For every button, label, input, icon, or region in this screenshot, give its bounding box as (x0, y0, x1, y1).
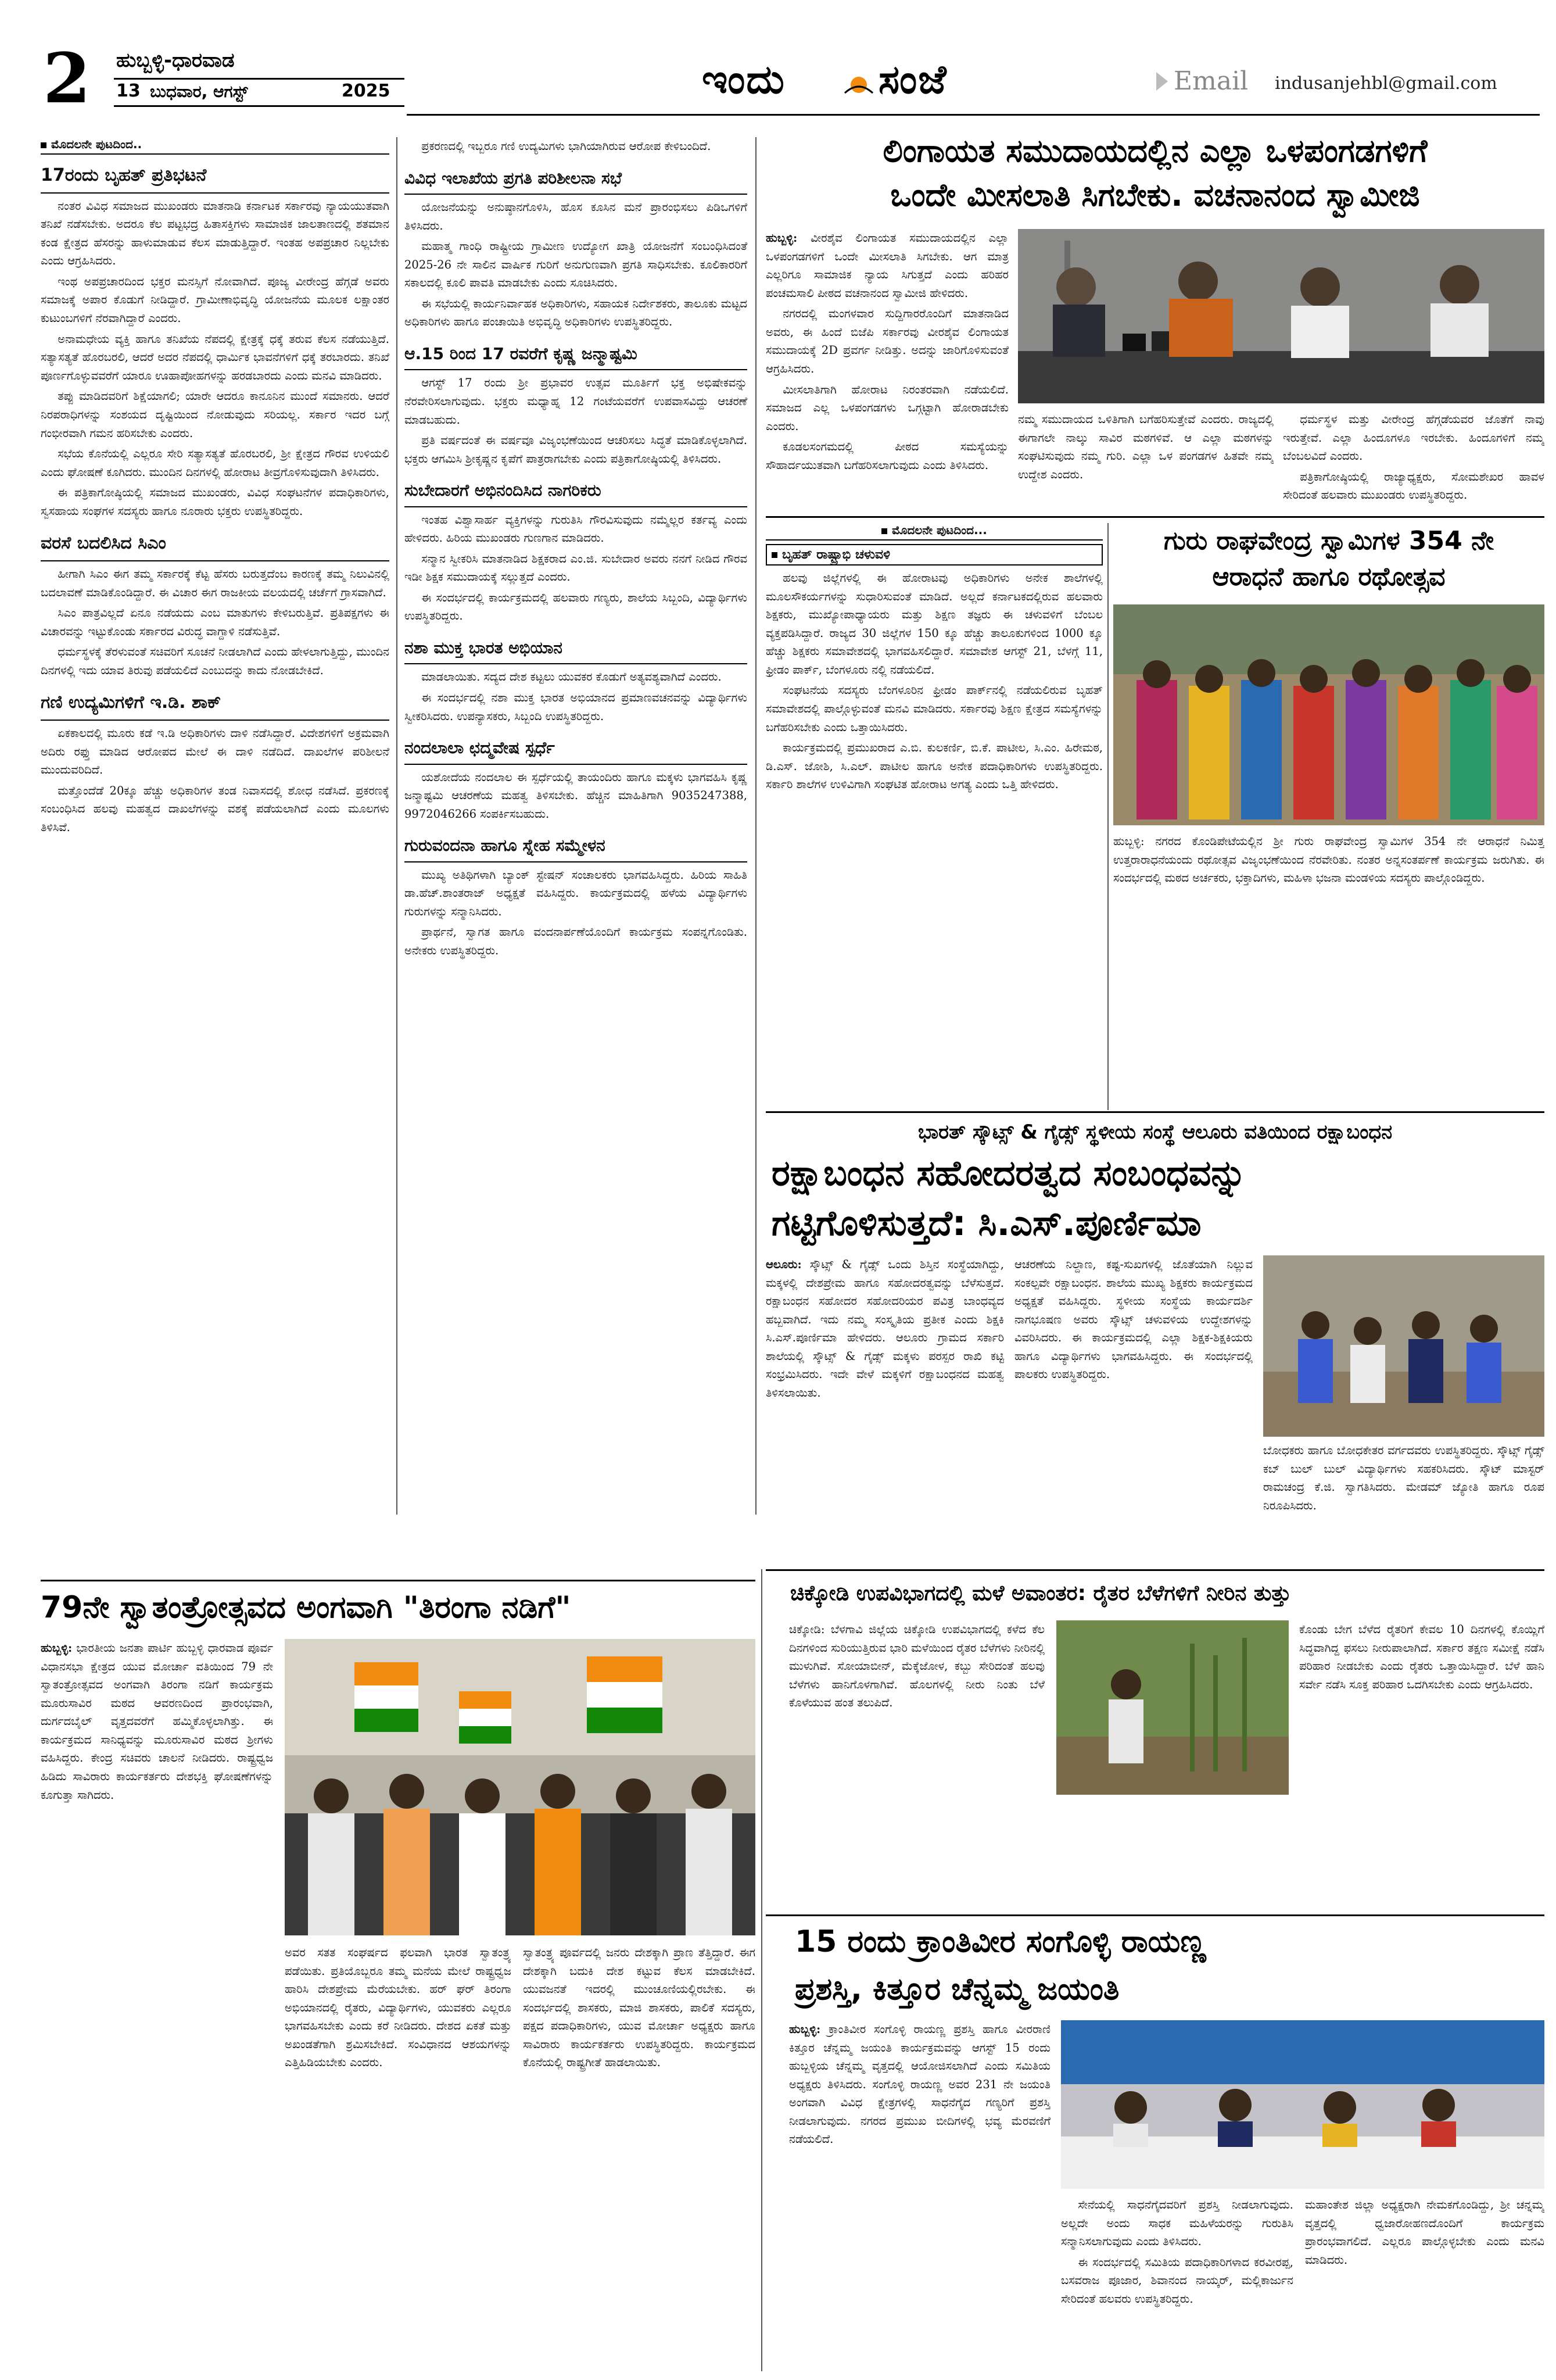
headline-line-2: ಒಂದೇ ಮೀಸಲಾತಿ ಸಿಗಬೇಕು. ವಚನಾನಂದ ಸ್ವಾಮೀಜಿ (890, 177, 1420, 213)
email-address[interactable]: indusanjehbl@gmail.com (1275, 73, 1497, 94)
flooded-crop-photo (1056, 1620, 1289, 1795)
paragraph: ಇಂಥ ಅಪಪ್ರಚಾರದಿಂದ ಭಕ್ತರ ಮನಸ್ಸಿಗೆ ನೋವಾಗಿದೆ. ಪೂಜ್ಯ ವೀರೇಂದ್ರ ಹೆಗ್ಗಡೆ ಅವರು ಸಮಾಜಕ್ಕೆ ಅಪಾರ ಕೊಡುಗೆ ನೀಡಿದ್ದಾರೆ. ಗ್ರಾಮೀಣಾಭಿವೃದ್ಧಿ ಯೋಜನೆಯ ಮೂಲಕ ಲಕ್ಷಾಂತರ ಕುಟುಂಬಗಳಿಗೆ ನೆರವಾಗಿದ್ದಾರೆ ಎಂದರು. (41, 274, 389, 325)
masthead-rule (407, 114, 1540, 116)
paragraph: ಸನ್ಮಾನ ಸ್ವೀಕರಿಸಿ ಮಾತನಾಡಿದ ಶಿಕ್ಷಕರಾದ ಎಂ.ಜಿ. ಸುಬೇದಾರ ಅವರು ನನಗೆ ನೀಡಿದ ಗೌರವ ಇಡೀ ಶಿಕ್ಷಕ ಸಮುದಾಯಕ್ಕೆ ಸಲ್ಲುತ್ತದೆ ಎಂದರು. (404, 552, 747, 584)
paragraph: ಕಾರ್ಯಕ್ರಮದಲ್ಲಿ ಪ್ರಮುಖರಾದ ಎ.ಬಿ. ಕುಲಕರ್ಣಿ, ಬಿ.ಕೆ. ಪಾಟೀಲ, ಸಿ.ಎಂ. ಹಿರೇಮಠ, ಡಿ.ಎಸ್. ಜೋಶಿ, ಸಿ.ಎಲ್. ಪಾಟೀಲ ಹಾಗೂ ಅನೇಕ ಪದಾಧಿಕಾರಿಗಳು ಉಪಸ್ಥಿತರಿದ್ದರು. ಸರ್ಕಾರಿ ಶಾಲೆಗಳ ಉಳಿವಿಗಾಗಿ ಸಂಘಟಿತ ಹೋರಾಟ ಅಗತ್ಯ ಎಂದು ಒತ್ತಿ ಹೇಳಿದರು. (766, 741, 1103, 792)
page-number: 2 (43, 38, 91, 119)
left-story-3 (41, 682, 389, 839)
section-title (766, 544, 1103, 566)
section-rule (766, 1914, 1544, 1916)
logo-word-left: ಇಂದು (702, 57, 786, 103)
paragraph: ಸೇನೆಯಲ್ಲಿ ಸಾಧನೆಗೈದವರಿಗೆ ಪ್ರಶಸ್ತಿ ನೀಡಲಾಗುವುದು. ಅಲ್ಲದೇ ಅಂದು ಸಾಧಕ ಮಹಿಳೆಯರನ್ನು ಗುರುತಿಸಿ ಸನ್ಮಾನಿಸಲಾಗುವುದು ಎಂದು ತಿಳಿಸಿದರು. (1061, 2198, 1293, 2249)
paragraph: ಸಂಘಟನೆಯ ಸದಸ್ಯರು ಬೆಂಗಳೂರಿನ ಫ್ರೀಡಂ ಪಾರ್ಕ್‌ನಲ್ಲಿ ನಡೆಯಲಿರುವ ಬೃಹತ್ ಸಮಾವೇಶದಲ್ಲಿ ಪಾಲ್ಗೊಳ್ಳುವಂತೆ ಮನವಿ ಮಾಡಿದರು. ಸರ್ಕಾರವು ಶಿಕ್ಷಣ ಕ್ಷೇತ್ರದ ಸಮಸ್ಯೆಗಳನ್ನು ಬಗೆಹರಿಸಬೇಕು ಎಂದು ಒತ್ತಾಯಿಸಿದರು. (766, 683, 1103, 734)
raksha-caption: ಬೋಧಕರು ಹಾಗೂ ಬೋಧಕೇತರ ವರ್ಗದವರು ಉಪಸ್ಥಿತರಿದ್ದರು. ಸ್ಕೌಟ್ಸ್ ಗೈಡ್ಸ್ ಕಬ್ ಬುಲ್ ಬುಲ್ ವಿದ್ಯಾರ್ಥಿಗಳು ಸಹಕರಿಸಿದರು. ಸ್ಕೌಟ್ ಮಾಸ್ಟರ್ ರಾಮಚಂದ್ರ ಕೆ.ಜಿ. ಸ್ವಾಗತಿಸಿದರು. ಮೇಡಮ್ ಜ್ಯೋತಿ ಹಾಗೂ ರೂಪ ನಿರೂಪಿಸಿದರು. (1263, 1444, 1544, 1512)
raksha-col-1 (766, 1255, 1004, 1558)
headline-line-1: ಲಿಂಗಾಯತ ಸಮುದಾಯದಲ್ಲಿನ ಎಲ್ಲಾ ಒಳಪಂಗಡಗಳಿಗೆ (883, 133, 1428, 169)
left-story-1 (41, 155, 389, 522)
farmer-field-illustration (1056, 1620, 1289, 1795)
paragraph-text: ಸ್ಕೌಟ್ಸ್ & ಗೈಡ್ಸ್ ಒಂದು ಶಿಸ್ತಿನ ಸಂಸ್ಥೆಯಾಗಿದ್ದು, ಮಕ್ಕಳಲ್ಲಿ ದೇಶಪ್ರೇಮ ಹಾಗೂ ಸಹೋದರತ್ವವನ್ನು ಬೆಳೆಸುತ್ತದೆ. ರಕ್ಷಾಬಂಧನ ಸಹೋದರ ಸಹೋದರಿಯರ ಪವಿತ್ರ ಬಾಂಧವ್ಯದ ಹಬ್ಬವಾಗಿದೆ. ಇದು ನಮ್ಮ ಸಂಸ್ಕೃತಿಯ ಪ್ರತೀಕ ಎಂದು ಶಿಕ್ಷಕಿ ಸಿ.ಎಸ್.ಪೂರ್ಣಿಮಾ ಹೇಳಿದರು. ಆಲೂರು ಗ್ರಾಮದ ಸರ್ಕಾರಿ ಶಾಲೆಯಲ್ಲಿ ಸ್ಕೌಟ್ಸ್ & ಗೈಡ್ಸ್ ಮಕ್ಕಳು ಪರಸ್ಪರ ರಾಖಿ ಕಟ್ಟಿ ಸಂಭ್ರಮಿಸಿದರು. ಇದೇ ವೇಳೆ ಮಕ್ಕಳಿಗೆ ರಕ್ಷಾಬಂಧನದ ಮಹತ್ವ ತಿಳಿಸಲಾಯಿತು. (766, 1258, 1004, 1400)
headline-line-1: ರಕ್ಷಾಬಂಧನ ಸಹೋದರತ್ವದ ಸಂಬಂಧವನ್ನು (772, 1153, 1246, 1194)
tiranga-rally-illustration (285, 1639, 755, 1935)
paragraph: ಏಕಕಾಲದಲ್ಲಿ ಮೂರು ಕಡೆ ಇ.ಡಿ ಅಧಿಕಾರಿಗಳು ದಾಳಿ ನಡೆಸಿದ್ದಾರೆ. ವಿದೇಶಗಳಿಗೆ ಅಕ್ರಮವಾಗಿ ಅದಿರು ರಫ್ತು ಮಾಡಿದ ಆರೋಪದ ಮೇಲೆ ಈ ದಾಳಿ ನಡೆದಿದೆ. ದಾಖಲೆಗಳ ಪರಿಶೀಲನೆ ಮುಂದುವರಿದಿದೆ. (41, 726, 389, 777)
dateline: ಆಲೂರು: (766, 1258, 802, 1271)
brihat-story (766, 523, 1103, 1110)
rakhi-children-illustration (1263, 1255, 1544, 1437)
kicker: ಭಾರತ್ ಸ್ಕೌಟ್ಸ್ & ಗೈಡ್ಸ್ ಸ್ಥಳೀಯ ಸಂಸ್ಥೆ ಆಲೂರು ವತಿಯಿಂದ ರಕ್ಷಾಬಂಧನ (917, 1121, 1393, 1144)
dateline: ಹುಬ್ಬಳ್ಳಿ: (789, 2023, 821, 2036)
email-block (1156, 66, 1540, 103)
continued-tag-text: ಮೊದಲನೇ ಪುಟದಿಂದ... (892, 523, 987, 537)
paragraph: ಮಹಾತ್ಮ ಗಾಂಧಿ ರಾಷ್ಟ್ರೀಯ ಗ್ರಾಮೀಣ ಉದ್ಯೋಗ ಖಾತ್ರಿ ಯೋಜನೆಗೆ ಸಂಬಂಧಿಸಿದಂತೆ 2025-26 ನೇ ಸಾಲಿನ ವಾರ್ಷಿಕ ಗುರಿಗೆ ಅನುಗುಣವಾಗಿ ಪ್ರಗತಿ ಸಾಧಿಸಬೇಕು. ಕೂಲಿಕಾರರಿಗೆ ಸಕಾಲದಲ್ಲಿ ಕೂಲಿ ಪಾವತಿ ಮಾಡಬೇಕು ಎಂದು ಸೂಚಿಸಿದರು. (404, 239, 747, 290)
date-year: 2025 (342, 81, 390, 101)
section-title: ನಶಾ ಮುಕ್ತ ಭಾರತ ಅಭಿಯಾನ (404, 632, 747, 664)
paragraph: ಯಶೋದೆಯ ನಂದಲಾಲ ಈ ಸ್ಪರ್ಧೆಯಲ್ಲಿ ತಾಯಂದಿರು ಹಾಗೂ ಮಕ್ಕಳು ಭಾಗವಹಿಸಿ ಕೃಷ್ಣ ಜನ್ಮಾಷ್ಟಮಿ ಆಚರಣೆಯ ಮಹತ್ವ ತಿಳಿಸಬೇಕು. ಹೆಚ್ಚಿನ ಮಾಹಿತಿಗಾಗಿ 9035247388, 9972046266 ಸಂಪರ್ಕಿಸಬಹುದು. (404, 770, 747, 821)
section-title: ವಿವಿಧ ಇಲಾಖೆಯ ಪ್ರಗತಿ ಪರಿಶೀಲನಾ ಸಭೆ (404, 163, 747, 195)
section-title: ಗಣಿ ಉದ್ಯಮಿಗಳಿಗೆ ಇ.ಡಿ. ಶಾಕ್ (41, 686, 389, 721)
masthead-logo (691, 52, 1017, 110)
paragraph: ಈ ಸಂದರ್ಭದಲ್ಲಿ ನಶಾ ಮುಕ್ತ ಭಾರತ ಅಭಿಯಾನದ ಪ್ರಮಾಣವಚನವನ್ನು ವಿದ್ಯಾರ್ಥಿಗಳು ಸ್ವೀಕರಿಸಿದರು. ಉಪನ್ಯಾಸಕರು, ಸಿಬ್ಬಂದಿ ಉಪಸ್ಥಿತರಿದ್ದರು. (404, 691, 747, 723)
email-label: Email (1174, 66, 1249, 96)
mid-story-3 (404, 470, 747, 628)
section-title: ಆ.15 ರಿಂದ 17 ರವರೆಗೆ ಕೃಷ್ಣ ಜನ್ಮಾಷ್ಟಮಿ (404, 338, 747, 370)
continued-tag (41, 137, 389, 155)
tiranga-col-3: ಸ್ವಾತಂತ್ರ್ಯ ಪೂರ್ವದಲ್ಲಿ ಜನರು ದೇಶಕ್ಕಾಗಿ ಪ್ರಾಣ ತೆತ್ತಿದ್ದಾರೆ. ಈಗ ದೇಶಕ್ಕಾಗಿ ಬದುಕಿ ದೇಶ ಕಟ್ಟುವ ಕೆಲಸ ಮಾಡಬೇಕಿದೆ. ಯುವಜನತೆ ಇದರಲ್ಲಿ ಮುಂಚೂಣಿಯಲ್ಲಿರಬೇಕು. ಈ ಸಂದರ್ಭದಲ್ಲಿ ಶಾಸಕರು, ಮಾಜಿ ಶಾಸಕರು, ಪಾಲಿಕೆ ಸದಸ್ಯರು, ಪಕ್ಷದ ಪದಾಧಿಕಾರಿಗಳು, ಯುವ ಮೋರ್ಚಾ ಅಧ್ಯಕ್ಷರು ಹಾಗೂ ಸಾವಿರಾರು ಕಾರ್ಯಕರ್ತರು ಉಪಸ್ಥಿತರಿದ್ದರು. ಕಾರ್ಯಕ್ರಮದ ಕೊನೆಯಲ್ಲಿ ರಾಷ್ಟ್ರಗೀತೆ ಹಾಡಲಾಯಿತು. (523, 1946, 755, 2070)
mid-story-4 (404, 628, 747, 728)
section-rule (41, 1580, 755, 1581)
mid-story-6 (404, 825, 747, 962)
masthead (0, 0, 1556, 119)
section-rule (766, 1111, 1544, 1113)
lingayat-right-text (1283, 410, 1544, 509)
dateline: ಹುಬ್ಬಳ್ಳಿ: (41, 1641, 73, 1655)
mid-story-1 (404, 158, 747, 334)
date-text: ಬುಧವಾರ, ಆಗಸ್ಟ್ (150, 82, 248, 101)
dateline: ಹುಬ್ಬಳ್ಳಿ: (766, 231, 798, 245)
paragraph: ಮುಖ್ಯ ಅತಿಥಿಗಳಾಗಿ ಬ್ಯಾಂಕ್ ಸ್ಟೇಷನ್ ಸಂಚಾಲಕರು ಭಾಗವಹಿಸಿದ್ದರು. ಹಿರಿಯ ಸಾಹಿತಿ ಡಾ.ಹೆಚ್.ಶಾಂತರಾಜ್ ಅಧ್ಯಕ್ಷತೆ ವಹಿಸಿದ್ದರು. ಕಾರ್ಯಕ್ರಮದಲ್ಲಿ ಹಳೆಯ ವಿದ್ಯಾರ್ಥಿಗಳು ಗುರುಗಳನ್ನು ಸನ್ಮಾನಿಸಿದರು. (404, 868, 747, 918)
section-rule (766, 1569, 1544, 1571)
lingayat-story (766, 129, 1544, 513)
paragraph: ಆಗಸ್ಟ್ 17 ರಂದು ಶ್ರೀ ಪ್ರಭಾವರ ಉತ್ಸವ ಮೂರ್ತಿಗೆ ಭಕ್ತ ಅಭಿಷೇಕವನ್ನು ನೆರವೇರಿಸಲಾಗುವುದು. ಭಕ್ತರು ಮಧ್ಯಾಹ್ನ 12 ಗಂಟೆಯವರೆಗೆ ಉಪವಾಸವಿದ್ದು ಆಚರಣೆ ಮಾಡಬಹುದು. (404, 376, 747, 427)
paragraph (766, 229, 1009, 302)
lingayat-left-text (766, 229, 1009, 508)
brihat-body (766, 569, 1103, 796)
paragraph: ನಗರದಲ್ಲಿ ಮಂಗಳವಾರ ಸುದ್ದಿಗಾರರೊಂದಿಗೆ ಮಾತನಾಡಿದ ಅವರು, ಈ ಹಿಂದೆ ಬಿಜೆಪಿ ಸರ್ಕಾರವು ವೀರಶೈವ ಲಿಂಗಾಯತ ಸಮುದಾಯಕ್ಕೆ 2D ಪ್ರವರ್ಗ ನೀಡಿತ್ತು. ಅದನ್ನು ಜಾರಿಗೊಳಿಸುವಂತೆ ಆಗ್ರಹಿಸಿದರು. (766, 307, 1009, 376)
masthead-date-box (114, 78, 404, 107)
devotees-illustration (1113, 604, 1544, 825)
paragraph: ಪ್ರಾರ್ಥನೆ, ಸ್ವಾಗತ ಹಾಗೂ ವಂದನಾರ್ಪಣೆಯೊಂದಿಗೆ ಕಾರ್ಯಕ್ರಮ ಸಂಪನ್ನಗೊಂಡಿತು. ಅನೇಕರು ಉಪಸ್ಥಿತರಿದ್ದರು. (404, 925, 747, 957)
tiranga-col-1 (41, 1639, 273, 2360)
column-divider (396, 137, 397, 1515)
section-title: ಸುಬೇದಾರಗೆ ಅಭಿನಂದಿಸಿದ ನಾಗರಿಕರು (404, 475, 747, 507)
raghavendra-body: ಹುಬ್ಬಳ್ಳಿ: ನಗರದ ಕೊಂಡಿಪೇಟೆಯಲ್ಲಿನ ಶ್ರೀ ಗುರು ರಾಘವೇಂದ್ರ ಸ್ವಾಮಿಗಳ 354 ನೇ ಆರಾಧನೆ ನಿಮಿತ್ತ ಉತ್ತರಾರಾಧನೆಯಂದು ರಥೋತ್ಸವ ವಿಜೃಂಭಣೆಯಿಂದ ನೆರವೇರಿತು. ನಂತರ ಅನ್ನಸಂತರ್ಪಣೆ ಕಾರ್ಯಕ್ರಮ ಜರುಗಿತು. ಈ ಸಂದರ್ಭದಲ್ಲಿ ಮಠದ ಅರ್ಚಕರು, ಭಕ್ತಾದಿಗಳು, ಮಹಿಳಾ ಭಜನಾ ಮಂಡಳಿಯ ಸದಸ್ಯರು ಪಾಲ್ಗೊಂಡಿದ್ದರು. (1113, 835, 1544, 885)
rayanna-right-1 (1061, 2196, 1293, 2369)
continued-tag-text: ಮೊದಲನೇ ಪುಟದಿಂದ.. (51, 137, 142, 151)
rakhi-photo (1263, 1255, 1544, 1437)
headline-line-1: 15 ರಂದು ಕ್ರಾಂತಿವೀರ ಸಂಗೊಳ್ಳಿ ರಾಯಣ್ಣ (795, 1924, 1206, 1959)
headline: 79ನೇ ಸ್ವಾತಂತ್ರೋತ್ಸವದ ಅಂಗವಾಗಿ "ತಿರಂಗಾ ನಡಿಗೆ" (41, 1590, 571, 1625)
paragraph: ಕೂಡಲಸಂಗಮದಲ್ಲಿ ಪೀಠದ ಸಮಸ್ಯೆಯನ್ನು ಸೌಹಾರ್ದಯುತವಾಗಿ ಬಗೆಹರಿಸಲಾಗುವುದು ಎಂದು ತಿಳಿಸಿದರು. (766, 440, 1009, 472)
paragraph: ಹೀಗಾಗಿ ಸಿಎಂ ಈಗ ತಮ್ಮ ಸರ್ಕಾರಕ್ಕೆ ಕೆಟ್ಟ ಹೆಸರು ಬರುತ್ತದೆಂಬ ಕಾರಣಕ್ಕೆ ತಮ್ಮ ನಿಲುವಿನಲ್ಲಿ ಬದಲಾವಣೆ ಮಾಡಿಕೊಂಡಿದ್ದಾರೆ. ಈ ವಿಚಾರ ಈಗ ರಾಜಕೀಯ ವಲಯದಲ್ಲಿ ಚರ್ಚೆಗೆ ಗ್ರಾಸವಾಗಿದೆ. (41, 567, 389, 599)
mid-story-0 (404, 137, 747, 158)
paragraph: ಪತ್ರಿಕಾಗೋಷ್ಠಿಯಲ್ಲಿ ರಾಜ್ಯಾಧ್ಯಕ್ಷರು, ಸೋಮಶೇಖರ ಹಾವಳ ಸೇರಿದಂತೆ ಹಲವಾರು ಮುಖಂಡರು ಉಪಸ್ಥಿತರಿದ್ದರು. (1283, 470, 1544, 502)
rayanna-right-2: ಮಹಾಂತೇಶ ಜಿಲ್ಲಾ ಅಧ್ಯಕ್ಷರಾಗಿ ನೇಮಕಗೊಂಡಿದ್ದು, ಶ್ರೀ ಚನ್ನಮ್ಮ ವೃತ್ತದಲ್ಲಿ ಧ್ವಜಾರೋಹಣದೊಂದಿಗೆ ಕಾರ್ಯಕ್ರಮ ಪ್ರಾರಂಭವಾಗಲಿದೆ. ಎಲ್ಲರೂ ಪಾಲ್ಗೊಳ್ಳಬೇಕು ಎಂದು ಮನವಿ ಮಾಡಿದರು. (1305, 2198, 1544, 2267)
tiranga-story (41, 1583, 755, 2362)
paragraph: ಹಲವು ಜಿಲ್ಲೆಗಳಲ್ಲಿ ಈ ಹೋರಾಟವು ಅಧಿಕಾರಿಗಳು ಅನೇಕ ಶಾಲೆಗಳಲ್ಲಿ ಮೂಲಸೌಕರ್ಯಗಳನ್ನು ಸುಧಾರಿಸುವಂತೆ ಮಾಡಿದೆ. ಅಲ್ಲದೆ ಕರ್ನಾಟಕದಲ್ಲಿರುವ ಹಲವಾರು ಶಿಕ್ಷಕರು, ಮುಖ್ಯೋಪಾಧ್ಯಾಯರು ಮತ್ತು ಶಿಕ್ಷಣ ತಜ್ಞರು ಈ ಚಳುವಳಿಗೆ ಬೆಂಬಲ ವ್ಯಕ್ತಪಡಿಸಿದ್ದಾರೆ. ರಾಜ್ಯದ 30 ಜಿಲ್ಲೆಗಳ 150 ಕ್ಕೂ ಹೆಚ್ಚು ತಾಲೂಕುಗಳಿಂದ 1000 ಕ್ಕೂ ಹೆಚ್ಚು ಶಿಕ್ಷಕರು ಸಮಾವೇಶದಲ್ಲಿ ಭಾಗವಹಿಸಲಿದ್ದಾರೆ. ಸಮಾವೇಶ ಆಗಸ್ಟ್ 21, ಬೆಳಗ್ಗೆ 11, ಫ್ರೀಡಂ ಪಾರ್ಕ್, ಬೆಂಗಳೂರು ನಲ್ಲಿ ನಡೆಯಲಿದೆ. (766, 571, 1103, 677)
raksha-col-2: ಆಚರಣೆಯ ನಿಲ್ದಾಣ, ಕಷ್ಟ-ಸುಖಗಳಲ್ಲಿ ಜೊತೆಯಾಗಿ ನಿಲ್ಲುವ ಸಂಕಲ್ಪವೇ ರಕ್ಷಾಬಂಧನ. ಶಾಲೆಯ ಮುಖ್ಯ ಶಿಕ್ಷಕರು ಕಾರ್ಯಕ್ರಮದ ಅಧ್ಯಕ್ಷತೆ ವಹಿಸಿದ್ದರು. ಸ್ಥಳೀಯ ಸಂಸ್ಥೆಯ ಕಾರ್ಯದರ್ಶಿ ನಾಗಭೂಷಣ ಅವರು ಸ್ಕೌಟ್ಸ್ ಚಳುವಳಿಯ ಉದ್ದೇಶಗಳನ್ನು ವಿವರಿಸಿದರು. ಈ ಕಾರ್ಯಕ್ರಮದಲ್ಲಿ ಎಲ್ಲಾ ಶಿಕ್ಷಕ-ಶಿಕ್ಷಕಿಯರು ಹಾಗೂ ವಿದ್ಯಾರ್ಥಿಗಳು ಭಾಗವಹಿಸಿದ್ದರು. ಈ ಸಂದರ್ಭದಲ್ಲಿ ಪಾಲಕರು ಉಪಸ್ಥಿತರಿದ್ದರು. (1014, 1258, 1253, 1382)
press-meet-photo (1018, 229, 1544, 403)
paragraph: ಪ್ರತಿ ವರ್ಷದಂತೆ ಈ ವರ್ಷವೂ ವಿಜೃಂಭಣೆಯಿಂದ ಆಚರಿಸಲು ಸಿದ್ಧತೆ ಮಾಡಿಕೊಳ್ಳಲಾಗಿದೆ. ಭಕ್ತರು ಆಗಮಿಸಿ ಶ್ರೀಕೃಷ್ಣನ ಕೃಪೆಗೆ ಪಾತ್ರರಾಗಬೇಕು ಎಂದು ಪತ್ರಿಕಾಗೋಷ್ಠಿಯಲ್ಲಿ ತಿಳಿಸಿದರು. (404, 434, 747, 466)
paragraph (789, 2020, 1051, 2149)
paragraph: ಸಿಎಂ ಪಾತ್ರವಿಲ್ಲದೆ ಏನೂ ನಡೆಯದು ಎಂಬ ಮಾತುಗಳು ಕೇಳಿಬರುತ್ತಿವೆ. ಪ್ರತಿಪಕ್ಷಗಳು ಈ ವಿಚಾರವನ್ನು ಇಟ್ಟುಕೊಂಡು ಸರ್ಕಾರದ ವಿರುದ್ಧ ವಾಗ್ದಾಳಿ ನಡೆಸುತ್ತಿವೆ. (41, 606, 389, 638)
headline-line-2: ಪ್ರಶಸ್ತಿ, ಕಿತ್ತೂರ ಚೆನ್ನಮ್ಮ ಜಯಂತಿ (795, 1972, 1120, 2007)
headline-line-1: ಗುರು ರಾಘವೇಂದ್ರ ಸ್ವಾಮಿಗಳ 354 ನೇ (1164, 526, 1494, 556)
raghavendra-story (1113, 523, 1544, 1110)
paragraph-text: ಭಾರತೀಯ ಜನತಾ ಪಾರ್ಟಿ ಹುಬ್ಬಳ್ಳಿ ಧಾರವಾಡ ಪೂರ್ವ ವಿಧಾನಸಭಾ ಕ್ಷೇತ್ರದ ಯುವ ಮೋರ್ಚಾ ವತಿಯಿಂದ 79 ನೇ ಸ್ವಾತಂತ್ರೋತ್ಸವದ ಅಂಗವಾಗಿ ತಿರಂಗಾ ನಡಿಗೆ ಕಾರ್ಯಕ್ರಮ ಮೂರುಸಾವಿರ ಮಠದ ಆವರಣದಿಂದ ಪ್ರಾರಂಭವಾಗಿ, ದುರ್ಗದಬೈಲ್ ವೃತ್ತದವರೆಗೆ ಹಮ್ಮಿಕೊಳ್ಳಲಾಗಿತ್ತು. ಈ ಕಾರ್ಯಕ್ರಮದ ಸಾನಿಧ್ಯವನ್ನು ಮೂರುಸಾವಿರ ಮಠದ ಶ್ರೀಗಳು ವಹಿಸಿದ್ದರು. ಕೇಂದ್ರ ಸಚಿವರು ಚಾಲನೆ ನೀಡಿದರು. ರಾಷ್ಟ್ರಧ್ವಜ ಹಿಡಿದು ಸಾವಿರಾರು ಕಾರ್ಯಕರ್ತರು ದೇಶಭಕ್ತಿ ಘೋಷಣೆಗಳನ್ನು ಕೂಗುತ್ತಾ ಸಾಗಿದರು. (41, 1641, 273, 1802)
column-divider (761, 1569, 762, 2371)
headline-line-2: ಗಟ್ಟಿಗೊಳಿಸುತ್ತದೆ: ಸಿ.ಎಸ್.ಪೂರ್ಣಿಮಾ (772, 1203, 1202, 1244)
date-day: 13 (116, 81, 141, 101)
tiranga-col-2: ಅವರ ಸತತ ಸಂಘರ್ಷದ ಫಲವಾಗಿ ಭಾರತ ಸ್ವಾತಂತ್ರ್ಯ ಪಡೆಯಿತು. ಪ್ರತಿಯೊಬ್ಬರೂ ತಮ್ಮ ಮನೆಯ ಮೇಲೆ ರಾಷ್ಟ್ರಧ್ವಜ ಹಾರಿಸಿ ದೇಶಪ್ರೇಮ ಮೆರೆಯಬೇಕು. ಹರ್ ಘರ್ ತಿರಂಗಾ ಅಭಿಯಾನದಲ್ಲಿ ರೈತರು, ವಿದ್ಯಾರ್ಥಿಗಳು, ಯುವಕರು ಎಲ್ಲರೂ ಭಾಗವಹಿಸಬೇಕು ಎಂದು ಕರೆ ನೀಡಿದರು. ದೇಶದ ಏಕತೆ ಮತ್ತು ಅಖಂಡತೆಗಾಗಿ ಶ್ರಮಿಸಬೇಕಿದೆ. ಸಂವಿಧಾನದ ಆಶಯಗಳನ್ನು ಎತ್ತಿಹಿಡಿಯಬೇಕು ಎಂದರು. (285, 1946, 511, 2070)
paragraph: ಮತ್ತೊಂದೆಡೆ 20ಕ್ಕೂ ಹೆಚ್ಚು ಅಧಿಕಾರಿಗಳ ತಂಡ ನಿವಾಸದಲ್ಲಿ ಶೋಧ ನಡೆಸಿದೆ. ಪ್ರಕರಣಕ್ಕೆ ಸಂಬಂಧಿಸಿದ ಹಲವು ಮಹತ್ವದ ದಾಖಲೆಗಳನ್ನು ವಶಕ್ಕೆ ಪಡೆಯಲಾಗಿದೆ ಎಂದು ಮೂಲಗಳು ತಿಳಿಸಿವೆ. (41, 783, 389, 834)
paragraph: ಧರ್ಮಸ್ಥಳಕ್ಕೆ ತೆರಳುವಂತೆ ಸಚಿವರಿಗೆ ಸೂಚನೆ ನೀಡಲಾಗಿದೆ ಎಂದು ಹೇಳಲಾಗುತ್ತಿದ್ದು, ಮುಂದಿನ ದಿನಗಳಲ್ಲಿ ಇದು ಯಾವ ತಿರುವು ಪಡೆಯಲಿದೆ ಎಂಬುದನ್ನು ಕಾದು ನೋಡಬೇಕಿದೆ. (41, 645, 389, 677)
paragraph: ನಂತರ ವಿವಿಧ ಸಮಾಜದ ಮುಖಂಡರು ಮಾತನಾಡಿ ಕರ್ನಾಟಕ ಸರ್ಕಾರವು ನ್ಯಾಯಯುತವಾಗಿ ತನಿಖೆ ನಡೆಸಬೇಕು. ಅದರೂ ಕೆಲ ಪಟ್ಟಭದ್ರ ಹಿತಾಸಕ್ತಿಗಳು ಸಾಮಾಜಿಕ ಜಾಲತಾಣದಲ್ಲಿ ಶತಮಾನ ಕಂಡ ಕ್ಷೇತ್ರದ ಹೆಸರನ್ನು ಹಾಳುಮಾಡುವ ಕೆಲಸ ಮಾಡುತ್ತಿದ್ದಾರೆ. ಇಂತಹ ಅಪಪ್ರಚಾರ ನಿಲ್ಲಬೇಕು ಎಂದು ಆಗ್ರಹಿಸಿದರು. (41, 199, 389, 268)
headline: ಚಿಕ್ಕೋಡಿ ಉಪವಿಭಾಗದಲ್ಲಿ ಮಳೆ ಅವಾಂತರ: ರೈತರ ಬೆಳೆಗಳಿಗೆ ನೀರಿನ ತುತ್ತು (790, 1581, 1292, 1605)
lingayat-caption-text: ನಮ್ಮ ಸಮುದಾಯದ ಒಳಿತಿಗಾಗಿ ಬಗೆಹರಿಸುತ್ತೇವೆ ಎಂದರು. ರಾಜ್ಯದಲ್ಲಿ ಈಗಾಗಲೇ ನಾಲ್ಕು ಸಾವಿರ ಮಠಗಳಿವೆ. ಆ ಎಲ್ಲಾ ಮಠಗಳನ್ನು ಸಂಘಟಿಸುವುದು ನಮ್ಮ ಗುರಿ. ಎಲ್ಲಾ ಒಳ ಪಂಗಡಗಳ ಹಿತವೇ ನಮ್ಮ ಉದ್ದೇಶ ಎಂದರು. (1018, 413, 1274, 481)
masthead-city: ಹುಬ್ಬಳ್ಳಿ-ಧಾರವಾಡ (116, 49, 235, 72)
chikkodi-right: ಕೊಂಡು ಬೇಗ ಬೆಳೆದ ರೈತರಿಗೆ ಕೇವಲ 10 ದಿನಗಳಲ್ಲಿ ಕೊಯ್ಲಿಗೆ ಸಿದ್ಧವಾಗಿದ್ದ ಫಸಲು ನೀರುಪಾಲಾಗಿದೆ. ಸರ್ಕಾರ ತಕ್ಷಣ ಸಮೀಕ್ಷೆ ನಡೆಸಿ ಪರಿಹಾರ ನೀಡಬೇಕು ಎಂದು ರೈತರು ಒತ್ತಾಯಿಸಿದ್ದಾರೆ. ಬೆಳೆ ಹಾನಿ ಸರ್ವೇ ನಡೆಸಿ ಸೂಕ್ತ ಪರಿಹಾರ ಒದಗಿಸಬೇಕು ಎಂದು ಆಗ್ರಹಿಸಿದರು. (1299, 1623, 1544, 1691)
aradhane-photo (1113, 604, 1544, 825)
sun-logo-icon (844, 67, 874, 98)
section-title: 17ರಂದು ಬೃಹತ್ ಪ್ರತಿಭಟನೆ (41, 159, 389, 194)
paragraph: ಧರ್ಮಸ್ಥಳ ಮತ್ತು ವೀರೇಂದ್ರ ಹೆಗ್ಗಡೆಯವರ ಜೊತೆಗೆ ನಾವು ಇರುತ್ತೇವೆ. ಎಲ್ಲಾ ಹಿಂದೂಗಳೂ ಇರಬೇಕು. ಹಿಂದೂಗಳಿಗೆ ನಮ್ಮ ಬೆಂಬಲವಿದೆ ಎಂದರು. (1283, 413, 1544, 463)
paragraph: ಈ ಸಂದರ್ಭದಲ್ಲಿ ಸಮಿತಿಯ ಪದಾಧಿಕಾರಿಗಳಾದ ಕರವೀರಪ್ಪ, ಬಸವರಾಜ ಪೂಜಾರ, ಶಿವಾನಂದ ನಾಯ್ಕರ್, ಮಲ್ಲಿಕಾರ್ಜುನ ಸೇರಿದಂತೆ ಹಲವರು ಉಪಸ್ಥಿತರಿದ್ದರು. (1061, 2255, 1293, 2306)
paragraph: ಈ ಸಂದರ್ಭದಲ್ಲಿ ಕಾರ್ಯಕ್ರಮದಲ್ಲಿ ಹಲವಾರು ಗಣ್ಯರು, ಶಾಲೆಯ ಸಿಬ್ಬಂದಿ, ವಿದ್ಯಾರ್ಥಿಗಳು ಉಪಸ್ಥಿತರಿದ್ದರು. (404, 590, 747, 623)
section-rule (766, 516, 1544, 518)
arrow-icon (1156, 72, 1168, 91)
paragraph-text: ಕ್ರಾಂತಿವೀರ ಸಂಗೊಳ್ಳಿ ರಾಯಣ್ಣ ಪ್ರಶಸ್ತಿ ಹಾಗೂ ವೀರರಾಣಿ ಕಿತ್ತೂರ ಚೆನ್ನಮ್ಮ ಜಯಂತಿ ಕಾರ್ಯಕ್ರಮವನ್ನು ಆಗಸ್ಟ್ 15 ರಂದು ಹುಬ್ಬಳ್ಳಿಯ ಚೆನ್ನಮ್ಮ ವೃತ್ತದಲ್ಲಿ ಆಯೋಜಿಸಲಾಗಿದೆ ಎಂದು ಸಮಿತಿಯ ಅಧ್ಯಕ್ಷರು ತಿಳಿಸಿದರು. ಸಂಗೊಳ್ಳಿ ರಾಯಣ್ಣ ಅವರ 231 ನೇ ಜಯಂತಿ ಅಂಗವಾಗಿ ವಿವಿಧ ಕ್ಷೇತ್ರಗಳಲ್ಲಿ ಸಾಧನೆಗೈದ ಗಣ್ಯರಿಗೆ ಪ್ರಶಸ್ತಿ ನೀಡಲಾಗುವುದು. ನಗರದ ಪ್ರಮುಖ ಬೀದಿಗಳಲ್ಲಿ ಭವ್ಯ ಮೆರವಣಿಗೆ ನಡೆಯಲಿದೆ. (789, 2023, 1051, 2146)
continued-tag (766, 523, 1103, 541)
rakshabandhan-story (766, 1116, 1544, 1563)
press-conference-illustration (1061, 2020, 1544, 2189)
mid-column (404, 137, 747, 1515)
left-story-2 (41, 522, 389, 682)
mid-story-5 (404, 728, 747, 825)
column-divider (1107, 523, 1109, 1110)
paragraph: ಮಾಡಲಾಯಿತು. ಸದ್ಯದ ದೇಶ ಕಟ್ಟಲು ಯುವಕರ ಕೊಡುಗೆ ಅತ್ಯವಶ್ಯವಾಗಿದೆ ಎಂದರು. (421, 670, 722, 684)
rayanna-left (789, 2020, 1051, 2369)
paragraph: ತಪ್ಪು ಮಾಡಿದವರಿಗೆ ಶಿಕ್ಷೆಯಾಗಲಿ; ಯಾರೇ ಆದರೂ ಕಾನೂನಿನ ಮುಂದೆ ಸಮಾನರು. ಆದರೆ ನಿರಪರಾಧಿಗಳನ್ನು ಸಂಶಯದ ದೃಷ್ಟಿಯಿಂದ ನೋಡುವುದು ಸರಿಯಲ್ಲ. ಸರ್ಕಾರ ಇದರ ಬಗ್ಗೆ ಗಂಭೀರವಾಗಿ ಗಮನ ಹರಿಸಬೇಕು ಎಂದರು. (41, 389, 389, 440)
paragraph: ಪ್ರಕರಣದಲ್ಲಿ ಇಬ್ಬರೂ ಗಣಿ ಉದ್ಯಮಿಗಳು ಭಾಗಿಯಾಗಿರುವ ಆರೋಪ ಕೇಳಿಬಂದಿದೆ. (421, 139, 711, 153)
chikkodi-left: ಚಿಕ್ಕೋಡಿ: ಬೆಳಗಾವಿ ಜಿಲ್ಲೆಯ ಚಿಕ್ಕೋಡಿ ಉಪವಿಭಾಗದಲ್ಲಿ ಕಳೆದ ಕೆಲ ದಿನಗಳಿಂದ ಸುರಿಯುತ್ತಿರುವ ಭಾರಿ ಮಳೆಯಿಂದ ರೈತರ ಬೆಳೆಗಳು ನೀರಿನಲ್ಲಿ ಮುಳುಗಿವೆ. ಸೋಯಾಬೀನ್, ಮೆಕ್ಕೆಜೋಳ, ಕಬ್ಬು ಸೇರಿದಂತೆ ಹಲವು ಬೆಳೆಗಳು ಹಾನಿಗೊಳಗಾಗಿವೆ. ಹೊಲಗಳಲ್ಲಿ ನೀರು ನಿಂತು ಬೆಳೆ ಕೊಳೆಯುವ ಹಂತ ತಲುಪಿದೆ. (789, 1623, 1045, 1710)
chikkodi-story (766, 1573, 1544, 1910)
paragraph: ಅನಾಮಧೇಯ ವ್ಯಕ್ತಿ ಹಾಗೂ ತನಿಖೆಯ ನೆಪದಲ್ಲಿ ಕ್ಷೇತ್ರಕ್ಕೆ ಧಕ್ಕೆ ತರುವ ಕೆಲಸ ನಡೆಯುತ್ತಿದೆ. ಸತ್ಯಾಸತ್ಯತೆ ಹೊರಬರಲಿ, ಆದರೆ ಅದರ ನೆಪದಲ್ಲಿ ಧಾರ್ಮಿಕ ಭಾವನೆಗಳಿಗೆ ಧಕ್ಕೆ ತರಬಾರದು. ತನಿಖೆ ಪೂರ್ಣಗೊಳ್ಳುವವರೆಗೆ ಯಾರೂ ಊಹಾಪೋಹಗಳನ್ನು ಹರಡಬಾರದು ಎಂದು ಮನವಿ ಮಾಡಿದರು. (41, 332, 389, 382)
tiranga-photo (285, 1639, 755, 1935)
section-title: ನಂದಲಾಲಾ ಛದ್ಮವೇಷ ಸ್ಪರ್ಧೆ (404, 732, 747, 764)
section-title: ವರಸೆ ಬದಲಿಸಿದ ಸಿಎಂ (41, 527, 389, 561)
rayanna-press-photo (1061, 2020, 1544, 2189)
paragraph: ಯೋಜನೆಯನ್ನು ಅನುಷ್ಠಾನಗೊಳಿಸಿ, ಹೊಸ ಕೂಸಿನ ಮನೆ ಪ್ರಾರಂಭಿಸಲು ಪಿಡಿಒಗಳಿಗೆ ತಿಳಿಸಿದರು. (404, 200, 747, 232)
paragraph: ಇಂತಹ ವಿಶ್ವಾಸಾರ್ಹ ವ್ಯಕ್ತಿಗಳನ್ನು ಗುರುತಿಸಿ ಗೌರವಿಸುವುದು ನಮ್ಮೆಲ್ಲರ ಕರ್ತವ್ಯ ಎಂದು ಹೇಳಿದರು. ಹಿರಿಯ ಮುಖಂಡರು ಗುಣಗಾನ ಮಾಡಿದರು. (404, 513, 747, 545)
paragraph: ಈ ಸಭೆಯಲ್ಲಿ ಕಾರ್ಯನಿರ್ವಾಹಕ ಅಧಿಕಾರಿಗಳು, ಸಹಾಯಕ ನಿರ್ದೇಶಕರು, ತಾಲೂಕು ಮಟ್ಟದ ಅಧಿಕಾರಿಗಳು ಹಾಗೂ ಪಂಚಾಯಿತಿ ಅಭಿವೃದ್ಧಿ ಅಧಿಕಾರಿಗಳು ಉಪಸ್ಥಿತರಿದ್ದರು. (404, 296, 747, 329)
logo-word-right: ಸಂಜೆ (879, 57, 948, 103)
column-divider (755, 137, 757, 1515)
press-meet-illustration (1018, 229, 1544, 403)
paragraph: ಮೀಸಲಾತಿಗಾಗಿ ಹೋರಾಟ ನಿರಂತರವಾಗಿ ನಡೆಯಲಿದೆ. ಸಮಾಜದ ಎಲ್ಲ ಒಳಪಂಗಡಗಳು ಒಗ್ಗಟ್ಟಾಗಿ ಹೋರಾಡಬೇಕು ಎಂದರು. (766, 382, 1009, 433)
paragraph-text: ವೀರಶೈವ ಲಿಂಗಾಯತ ಸಮುದಾಯದಲ್ಲಿನ ಎಲ್ಲಾ ಒಳಪಂಗಡಗಳಿಗೆ ಒಂದೇ ಮೀಸಲಾತಿ ಸಿಗಬೇಕು. ಆಗ ಮಾತ್ರ ಎಲ್ಲರಿಗೂ ಸಾಮಾಜಿಕ ನ್ಯಾಯ ಸಿಗುತ್ತದೆ ಎಂದು ಹರಿಹರ ಪಂಚಮಸಾಲಿ ಪೀಠದ ವಚನಾನಂದ ಸ್ವಾಮೀಜಿ ಹೇಳಿದರು. (766, 231, 1009, 300)
paragraph: ಸಭೆಯ ಕೊನೆಯಲ್ಲಿ ಎಲ್ಲರೂ ಸೇರಿ ಸತ್ಯಾಸತ್ಯತೆ ಹೊರಬರಲಿ, ಶ್ರೀ ಕ್ಷೇತ್ರದ ಗೌರವ ಉಳಿಯಲಿ ಎಂದು ಘೋಷಣೆ ಕೂಗಿದರು. ಮುಂದಿನ ದಿನಗಳಲ್ಲಿ ಹೋರಾಟ ತೀವ್ರಗೊಳಿಸುವುದಾಗಿ ತಿಳಿಸಿದರು. (41, 447, 389, 479)
headline-line-2: ಆರಾಧನೆ ಹಾಗೂ ರಥೋತ್ಸವ (1212, 562, 1446, 592)
paragraph: ಈ ಪತ್ರಿಕಾಗೋಷ್ಠಿಯಲ್ಲಿ ಸಮಾಜದ ಮುಖಂಡರು, ವಿವಿಧ ಸಂಘಟನೆಗಳ ಪದಾಧಿಕಾರಿಗಳು, ಸ್ವಸಹಾಯ ಸಂಘಗಳ ಸದಸ್ಯರು ಹಾಗೂ ನೂರಾರು ಭಕ್ತರು ಉಪಸ್ಥಿತರಿದ್ದರು. (41, 486, 389, 518)
paragraph (766, 1255, 1004, 1402)
paragraph (41, 1639, 273, 1804)
left-column (41, 137, 389, 1515)
mid-story-2 (404, 334, 747, 470)
rayanna-story (766, 1918, 1544, 2371)
section-title: ಗುರುವಂದನಾ ಹಾಗೂ ಸ್ನೇಹ ಸಮ್ಮೇಳನ (404, 830, 747, 862)
section-title-text: ಬೃಹತ್ ರಾಷ್ಟ್ರಾಭಿ ಚಳುವಳಿ (782, 547, 891, 562)
